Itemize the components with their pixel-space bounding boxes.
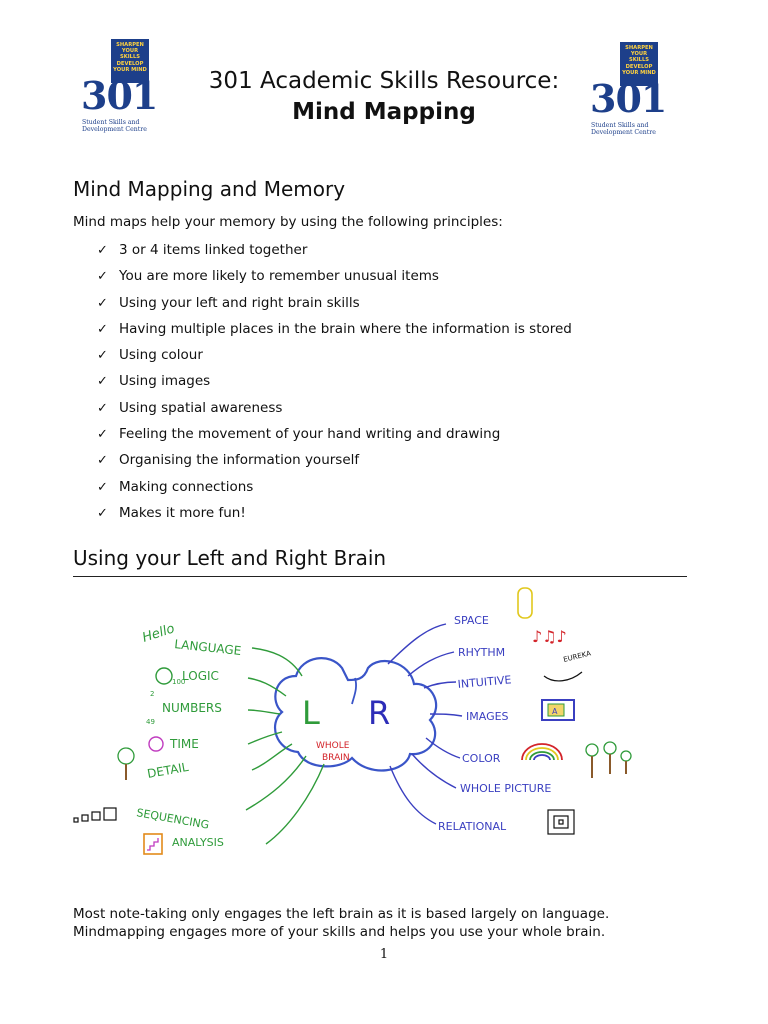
label-whole-picture: WHOLE PICTURE bbox=[460, 782, 552, 795]
logo-number: 301 bbox=[81, 73, 158, 118]
list-item: ✓ 3 or 4 items linked together bbox=[97, 242, 308, 258]
logo-badge: SHARPEN YOUR SKILLS DEVELOP YOUR MIND bbox=[111, 39, 149, 83]
brain-right-letter: R bbox=[368, 694, 391, 732]
list-item: ✓ Organising the information yourself bbox=[97, 452, 360, 469]
section-heading-memory: Mind Mapping and Memory bbox=[73, 177, 346, 201]
principles-list bbox=[97, 241, 572, 530]
list-item: ✓ Feeling the movement of your hand writing and drawing bbox=[97, 426, 501, 443]
page-title: 301 Academic Skills Resource: bbox=[208, 68, 560, 94]
nested-squares-icon bbox=[548, 810, 574, 834]
squares-sequence-icon bbox=[74, 808, 116, 822]
label-intuitive: INTUITIVE bbox=[457, 673, 512, 691]
logo-subtitle: Student Skills and Development Centre bbox=[82, 119, 147, 133]
trees-icon bbox=[586, 742, 631, 778]
section-heading-brain: Using your Left and Right Brain bbox=[73, 546, 387, 570]
page-subtitle: Mind Mapping bbox=[292, 99, 476, 125]
list-item: ✓ You are more likely to remember unusual items bbox=[97, 268, 439, 285]
label-relational: RELATIONAL bbox=[438, 820, 507, 833]
list-item: ✓ Using spatial awareness bbox=[97, 399, 283, 416]
summary-line-1: Most note-taking only engages the left brain as it is based largely on language. bbox=[73, 906, 610, 922]
whole-brain-label-2: BRAIN bbox=[322, 753, 350, 763]
check-icon: ✓ bbox=[97, 374, 108, 390]
logo-number: 301 bbox=[590, 76, 667, 121]
label-detail: DETAIL bbox=[146, 759, 190, 781]
mind-map-diagram bbox=[70, 584, 650, 896]
numbers-doodle-100: 100 bbox=[172, 678, 186, 686]
list-item: ✓ Using your left and right brain skills bbox=[97, 294, 360, 311]
check-icon: ✓ bbox=[97, 427, 108, 443]
stairs-icon bbox=[144, 834, 162, 854]
rainbow-icon bbox=[522, 744, 562, 760]
label-analysis: ANALYSIS bbox=[172, 836, 224, 849]
eureka-label: EUREKA bbox=[562, 649, 592, 664]
label-sequencing: SEQUENCING bbox=[135, 806, 211, 832]
pencil-icon bbox=[518, 588, 532, 618]
numbers-doodle-2: 2 bbox=[150, 690, 155, 698]
picture-frame-icon bbox=[542, 700, 574, 720]
smiley-icon bbox=[156, 668, 172, 684]
label-numbers: NUMBERS bbox=[162, 701, 222, 715]
check-icon: ✓ bbox=[97, 348, 108, 364]
music-notes-icon: ♪♫♪ bbox=[532, 627, 567, 646]
check-icon: ✓ bbox=[97, 479, 108, 495]
check-icon: ✓ bbox=[97, 269, 108, 285]
label-rhythm: RHYTHM bbox=[458, 646, 506, 659]
heading-rule bbox=[73, 576, 687, 577]
list-item: ✓ Makes it more fun! bbox=[97, 504, 246, 521]
list-item: ✓ Using colour bbox=[97, 347, 203, 364]
label-time: TIME bbox=[170, 737, 199, 751]
list-item: ✓ Making connections bbox=[97, 478, 254, 495]
intro-text: Mind maps help your memory by using the following principles: bbox=[73, 214, 503, 230]
logo-badge: SHARPEN YOUR SKILLS DEVELOP YOUR MIND bbox=[620, 42, 658, 86]
label-language: LANGUAGE bbox=[173, 637, 242, 658]
right-branch-lines bbox=[388, 624, 462, 824]
label-images: IMAGES bbox=[466, 710, 509, 723]
label-color: COLOR bbox=[462, 752, 501, 765]
brain-outline bbox=[275, 658, 436, 770]
tree-icon bbox=[118, 748, 134, 780]
hello-label: Hello bbox=[140, 621, 177, 646]
svg-text:A: A bbox=[552, 707, 558, 716]
clock-icon bbox=[149, 737, 163, 751]
label-space: SPACE bbox=[454, 614, 489, 627]
check-icon: ✓ bbox=[97, 295, 108, 311]
logo-subtitle: Student Skills and Development Centre bbox=[591, 122, 656, 136]
check-icon: ✓ bbox=[97, 400, 108, 416]
page-number: 1 bbox=[379, 947, 389, 962]
whole-brain-label-1: WHOLE bbox=[316, 741, 350, 751]
brain-left-letter: L bbox=[302, 694, 320, 732]
check-icon: ✓ bbox=[97, 505, 108, 521]
check-icon: ✓ bbox=[97, 321, 108, 337]
bath-icon bbox=[544, 672, 582, 681]
check-icon: ✓ bbox=[97, 243, 108, 258]
label-logic: LOGIC bbox=[182, 669, 219, 683]
list-item: ✓ Using images bbox=[97, 373, 211, 390]
list-item: ✓ Having multiple places in the brain where the information is stored bbox=[97, 320, 572, 337]
check-icon: ✓ bbox=[97, 453, 108, 469]
summary-line-2: Mindmapping engages more of your skills and helps you use your whole brain. bbox=[73, 924, 606, 940]
numbers-doodle-49: 49 bbox=[146, 718, 155, 726]
